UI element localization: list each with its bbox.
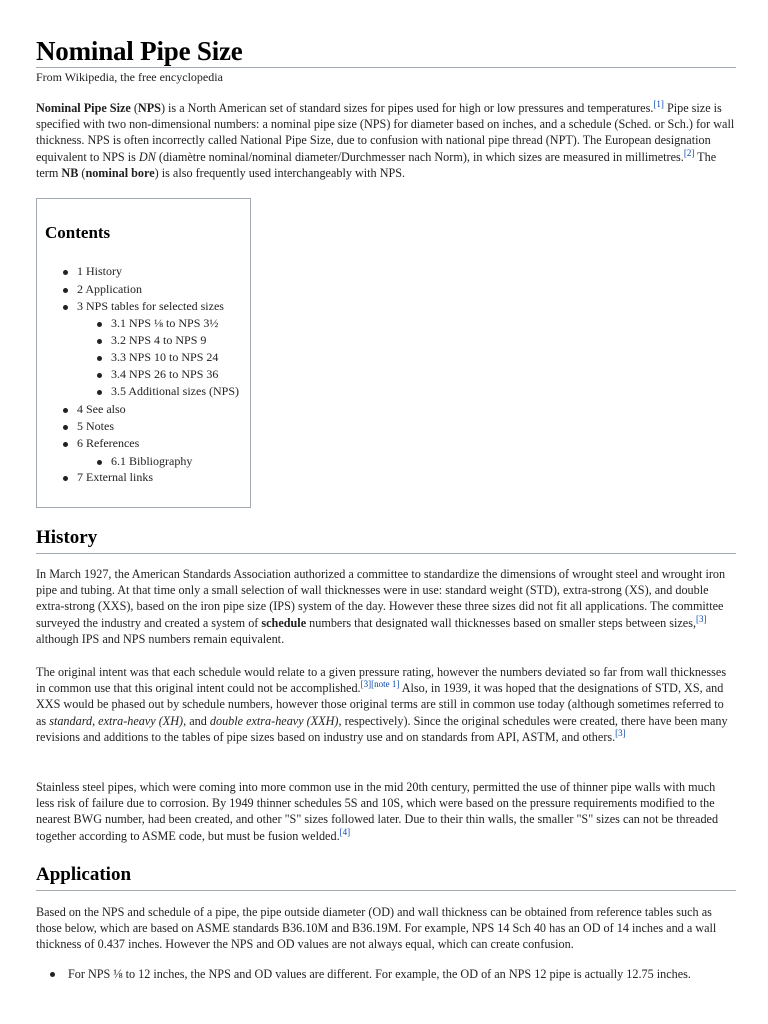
section-heading-application: Application (36, 864, 132, 885)
history-paragraph-1 (36, 566, 736, 647)
page-title: Nominal Pipe Size (36, 36, 243, 66)
section-divider (36, 553, 736, 554)
reference-link[interactable]: [3][note 1] (360, 679, 400, 690)
toc-item-nps-10-to-24[interactable]: 3.3 NPS 10 to NPS 24 (111, 350, 219, 364)
term-nb: NB (61, 165, 79, 180)
toc-item-application[interactable]: 2 Application (77, 282, 142, 296)
toc-item-external-links[interactable]: 7 External links (77, 470, 153, 484)
term-nps-full: Nominal Pipe Size (36, 101, 131, 115)
paragraph-text: and (186, 713, 210, 728)
title-divider (36, 67, 736, 68)
toc-item-nps-1-8-to-3-1-2[interactable]: 3.1 NPS ⅛ to NPS 3½ (111, 316, 219, 330)
reference-link[interactable]: [3] (615, 727, 626, 738)
toc-title: Contents (45, 223, 111, 242)
section-divider (36, 890, 736, 891)
paragraph-text: numbers that designated wall thicknesses based on smaller steps between sizes, (306, 615, 697, 630)
section-heading-history: History (36, 527, 98, 548)
paragraph-text: respectively). Since the original schedules were created, there have been many revisions and additions to the tables of pipe sizes based on industry use and on standards from API, ASTM, and others. (36, 713, 728, 744)
toc-item-nps-26-to-36[interactable]: 3.4 NPS 26 to NPS 36 (111, 367, 219, 381)
reference-link[interactable]: [2] (683, 147, 695, 158)
application-paragraph-1 (36, 904, 736, 953)
term-double-extra-heavy: double extra-heavy (XXH), (209, 713, 342, 728)
paragraph-text: although IPS and NPS numbers remain equivalent. (36, 631, 285, 646)
reference-link[interactable]: [3] (696, 613, 707, 624)
paragraph-text: In March 1927, the American Standards Association authorized a committee to standardize the dimensions of wrought steel and wrought iron pipe and tubing. At that time only a small selection of wall thicknesses were in use: standard weight (STD), extra-strong (XS), and double extra-strong (XXS), based on the iron pipe size (IPS) system of the day. However these three sizes did not fit all applications. The committee surveyed the industry and created a system of (36, 567, 726, 630)
intro-text: The term (36, 149, 717, 180)
toc-item-additional-sizes[interactable]: 3.5 Additional sizes (NPS) (111, 384, 239, 398)
reference-link[interactable]: [4] (339, 826, 351, 837)
term-nominal-bore: nominal bore (85, 165, 155, 180)
list-item (50, 966, 740, 982)
page-subtitle: From Wikipedia, the free encyclopedia (36, 70, 223, 84)
paragraph-text: The original intent was that each schedule would relate to a given pressure rating, however the numbers deviated so far from wall thicknesses in common use that this original intent could not be accomplished. (36, 665, 727, 696)
intro-paragraph (36, 100, 736, 181)
intro-text: (diamètre nominal/nominal diameter/Durchmesser nach Norm), in which sizes are measured in millimetres. (155, 149, 684, 164)
toc-item-nps-4-to-9[interactable]: 3.2 NPS 4 to NPS 9 (111, 333, 207, 347)
term-dn: DN (138, 149, 156, 164)
intro-text: ) is a North American set of standard sizes for pipes used for high or low pressures and temperatures. (160, 101, 654, 115)
term-nps: NPS (137, 101, 161, 115)
intro-text: ( (78, 165, 86, 180)
list-item-text: For NPS ⅛ to 12 inches, the NPS and OD values are different. For example, the OD of an NPS 12 pipe is actually 12.75 inches. (68, 967, 691, 981)
toc-item-bibliography[interactable]: 6.1 Bibliography (111, 454, 193, 468)
toc-item-references[interactable]: 6 References (77, 436, 140, 450)
intro-text: ( (130, 101, 138, 115)
paragraph-text: Also, in 1939, it was hoped that the designations of STD, XS, and XXS would be phased out by schedule numbers, however those original terms are still in common use today (although sometimes referred to as (36, 681, 724, 728)
intro-text: ) is also frequently used interchangeably with NPS. (154, 165, 406, 180)
term-extra-heavy: standard, extra-heavy (XH), (49, 713, 187, 728)
history-paragraph-3 (36, 779, 736, 844)
paragraph-text: Based on the NPS and schedule of a pipe, the pipe outside diameter (OD) and wall thickness can be obtained from reference tables such as those below, which are based on ASME standards B36.10M and B36.19M. For example, NPS 14 Sch 40 has an OD of 14 inches and a wall thickness of 0.437 inches. However the NPS and OD values are not always equal, which can create confusion. (36, 905, 717, 952)
intro-text: Pipe size is specified with two non-dimensional numbers: a nominal pipe size (NPS) for diameter based on inches, and a schedule (Sched. or Sch.) for wall thickness. NPS is often incorrectly called National Pipe Size, due to confusion with national pipe thread (NPT). The European designation equivalent to NPS is (36, 101, 735, 164)
table-of-contents (36, 198, 251, 508)
toc-item-history[interactable]: 1 History (77, 264, 122, 278)
toc-item-notes[interactable]: 5 Notes (77, 419, 114, 433)
toc-item-see-also[interactable]: 4 See also (77, 402, 126, 416)
term-schedule: schedule (261, 615, 307, 630)
reference-link[interactable]: [1] (653, 98, 664, 109)
toc-item-nps-tables[interactable]: 3 NPS tables for selected sizes (77, 299, 224, 313)
paragraph-text: Stainless steel pipes, which were coming into more common use in the mid 20th century, permitted the use of thinner pipe walls with much less risk of failure due to corrosion. By 1949 thinner schedules 5S and 10S, which were based on the pressure requirements modified to the nearest BWG number, had been created, and other "S" sizes followed later. Due to their thin walls, the smaller "S" sizes can not be threaded together according to ASME code, but must be fusion welded. (36, 780, 719, 843)
history-paragraph-2 (36, 664, 736, 745)
